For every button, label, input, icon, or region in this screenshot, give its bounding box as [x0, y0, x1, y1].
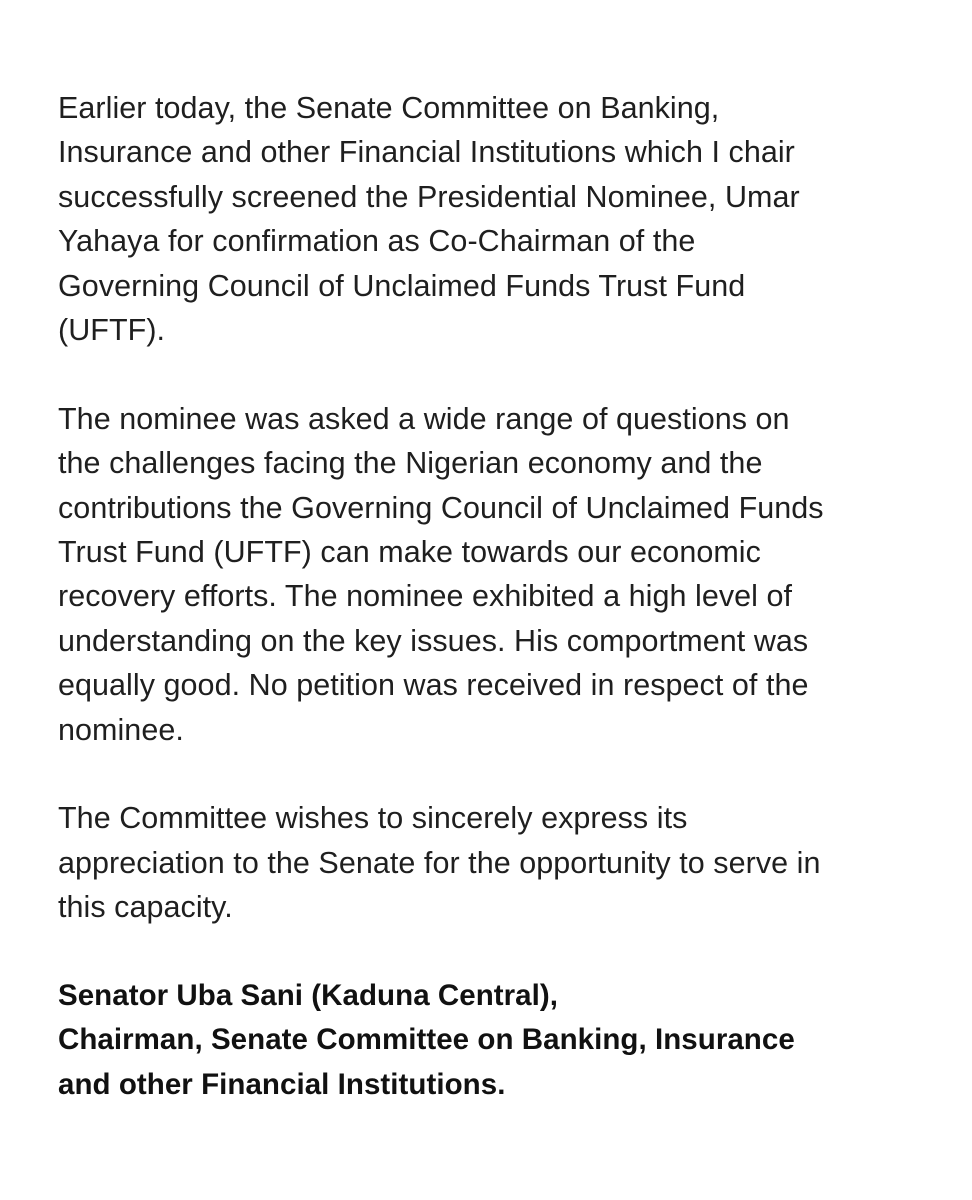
text-line: equally good. No petition was received in respect of the — [58, 668, 809, 703]
text-line: (UFTF). — [58, 313, 166, 348]
text-line: this capacity. — [58, 890, 233, 925]
paragraph-nominee-assessment — [58, 397, 916, 752]
text-line: contributions the Governing Council of Unclaimed Funds — [58, 490, 824, 525]
text-line: Yahaya for confirmation as Co-Chairman of the — [58, 224, 696, 259]
signature-title-line: and other Financial Institutions. — [58, 1067, 506, 1101]
text-line: successfully screened the Presidential Nominee, Umar — [58, 179, 800, 214]
signature-title-line: Chairman, Senate Committee on Banking, Insurance — [58, 1023, 795, 1057]
text-line: Insurance and other Financial Institutions which I chair — [58, 135, 795, 170]
text-line: appreciation to the Senate for the opportunity to serve in — [58, 845, 821, 880]
text-line: nominee. — [58, 712, 184, 747]
text-line: Trust Fund (UFTF) can make towards our economic — [58, 535, 761, 570]
text-line: Earlier today, the Senate Committee on Banking, — [58, 91, 720, 125]
text-line: The Committee wishes to sincerely express its — [58, 801, 688, 836]
paragraph-appreciation — [58, 796, 916, 929]
text-line: understanding on the key issues. His comportment was — [58, 623, 809, 658]
text-line: the challenges facing the Nigerian economy and the — [58, 446, 763, 481]
paragraph-screening-announcement — [58, 86, 916, 352]
text-line: The nominee was asked a wide range of questions on — [58, 401, 790, 436]
press-statement — [58, 86, 916, 1107]
signature-name-line: Senator Uba Sani (Kaduna Central), — [58, 979, 559, 1013]
text-line: recovery efforts. The nominee exhibited a high level of — [58, 579, 793, 614]
signature-block — [58, 974, 916, 1107]
text-line: Governing Council of Unclaimed Funds Trust Fund — [58, 268, 746, 303]
